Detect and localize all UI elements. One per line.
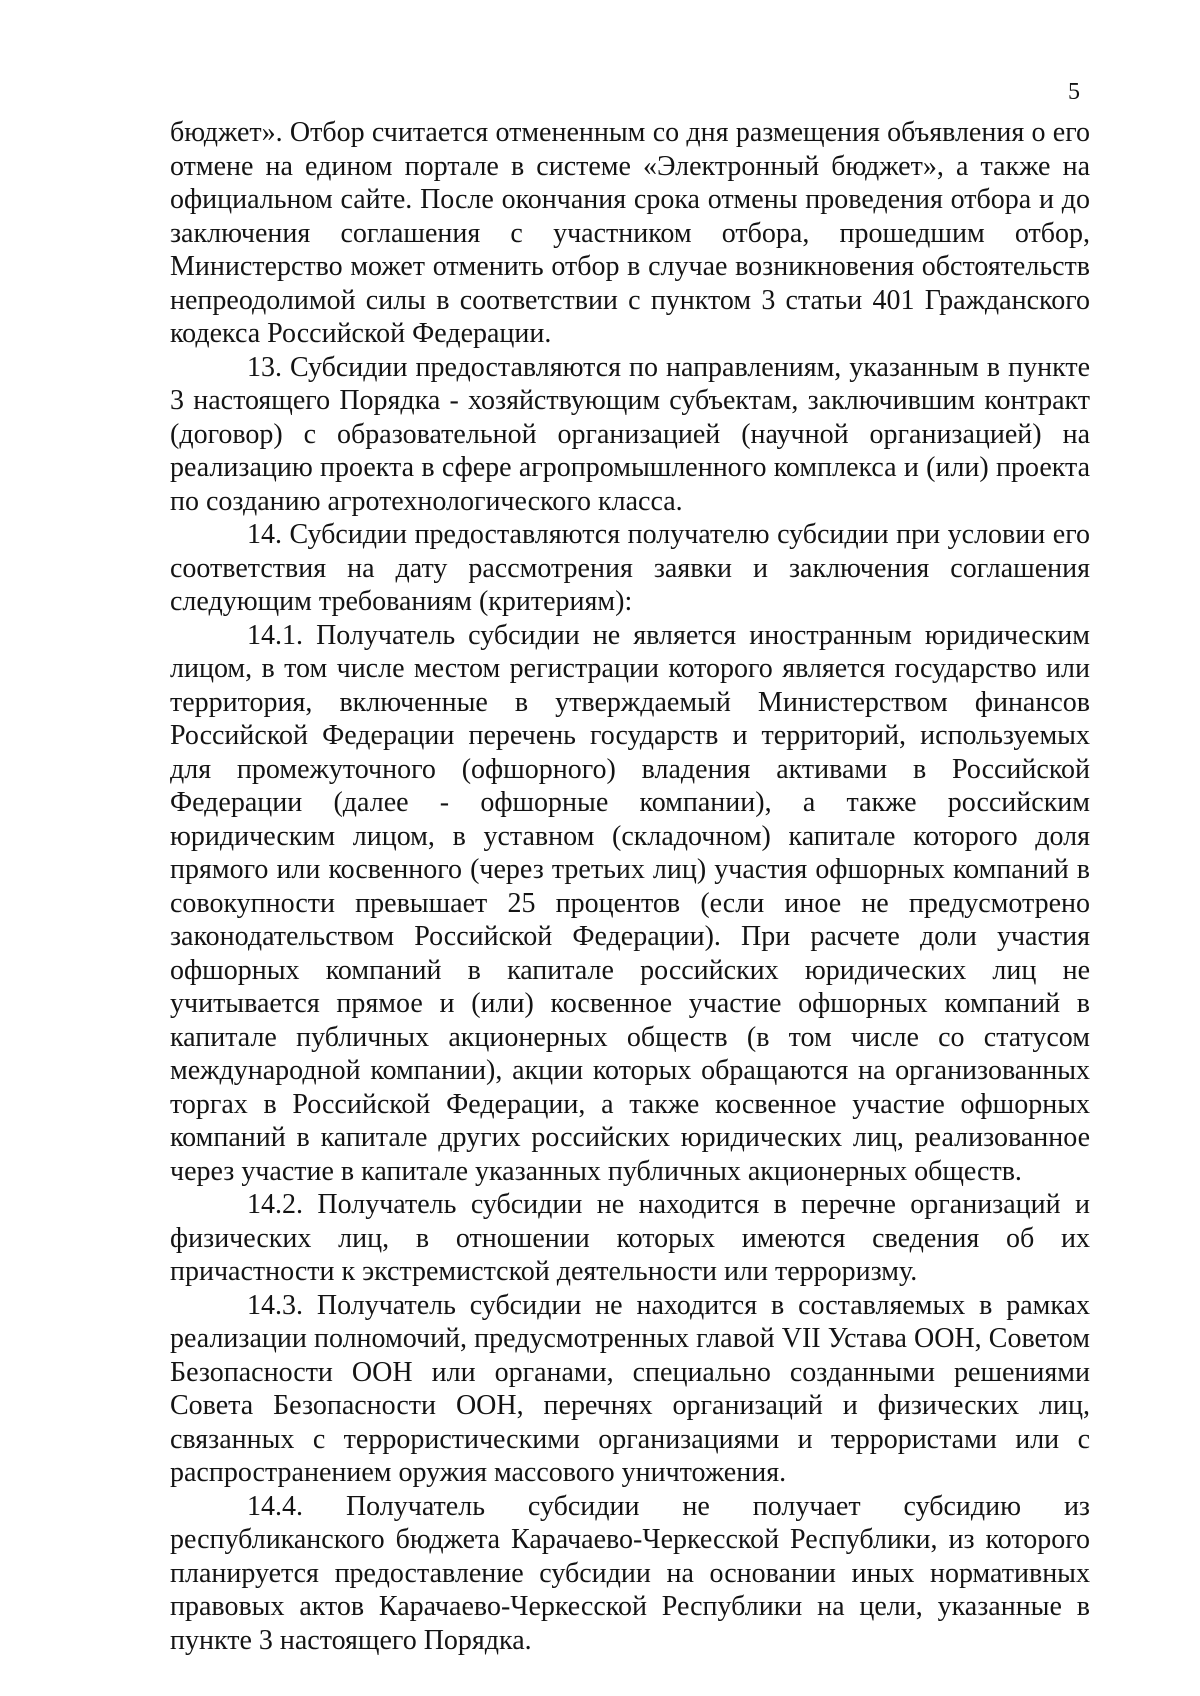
paragraph-14: 14. Субсидии предоставляются получателю субсидии при условии его соответствия на дату рассмотрения заявки и заключения соглашения следующим требованиям (критериям): (170, 519, 1090, 617)
paragraph-14-2: 14.2. Получатель субсидии не находится в перечне организаций и физических лиц, в отношении которых имеются сведения об их причастности к экстремистской деятельности или терроризму. (170, 1189, 1090, 1287)
paragraph-continuation: бюджет». Отбор считается отмененным со дня размещения объявления о его отмене на едином портале в системе «Электронный бюджет», а также на официальном сайте. После окончания срока отмены проведения отбора и до заключения соглашения с участником отбора, прошедшим отбор, Министерство может отменить отбор в случае возникновения обстоятельств непреодолимой силы в соответствии с пунктом 3 статьи 401 Гражданского кодекса Российской Федерации. (170, 117, 1090, 349)
paragraph-14-3: 14.3. Получатель субсидии не находится в составляемых в рамках реализации полномочий, предусмотренных главой VII Устава ООН, Советом Безопасности ООН или органами, специально созданными решениями Совета Безопасности ООН, перечнях организаций и физических лиц, связанных с террористическими организациями и террористами или с распространением оружия массового уничтожения. (170, 1289, 1090, 1488)
paragraph-13: 13. Субсидии предоставляются по направлениям, указанным в пункте 3 настоящего Порядка - хозяйствующим субъектам, заключившим контракт (договор) с образовательной организацией (научной организацией) на реализацию проекта в сфере агропромышленного комплекса и (или) проекта по созданию агротехнологического класса. (170, 351, 1090, 517)
document-body (170, 116, 1090, 1657)
paragraph-14-1: 14.1. Получатель субсидии не является иностранным юридическим лицом, в том числе местом регистрации которого является государство или территория, включенные в утверждаемый Министерством финансов Российской Федерации перечень государств и территорий, используемых для промежуточного (офшорного) владения активами в Российской Федерации (далее - офшорные компании), а также российским юридическим лицом, в уставном (складочном) капитале которого доля прямого или косвенного (через третьих лиц) участия офшорных компаний в совокупности превышает 25 процентов (если иное не предусмотрено законодательством Российской Федерации). При расчете доли участия офшорных компаний в капитале российских юридических лиц не учитывается прямое и (или) косвенное участие офшорных компаний в капитале публичных акционерных обществ (в том числе со статусом международной компании), акции которых обращаются на организованных торгах в Российской Федерации, а также косвенное участие офшорных компаний в капитале других российских юридических лиц, реализованное через участие в капитале указанных публичных акционерных обществ. (170, 619, 1090, 1187)
paragraph-14-4: 14.4. Получатель субсидии не получает субсидию из республиканского бюджета Карачаево-Черкесской Республики, из которого планируется предоставление субсидии на основании иных нормативных правовых актов Карачаево-Черкесской Республики на цели, указанные в пункте 3 настоящего Порядка. (170, 1490, 1090, 1656)
page-number: 5 (1068, 79, 1080, 105)
